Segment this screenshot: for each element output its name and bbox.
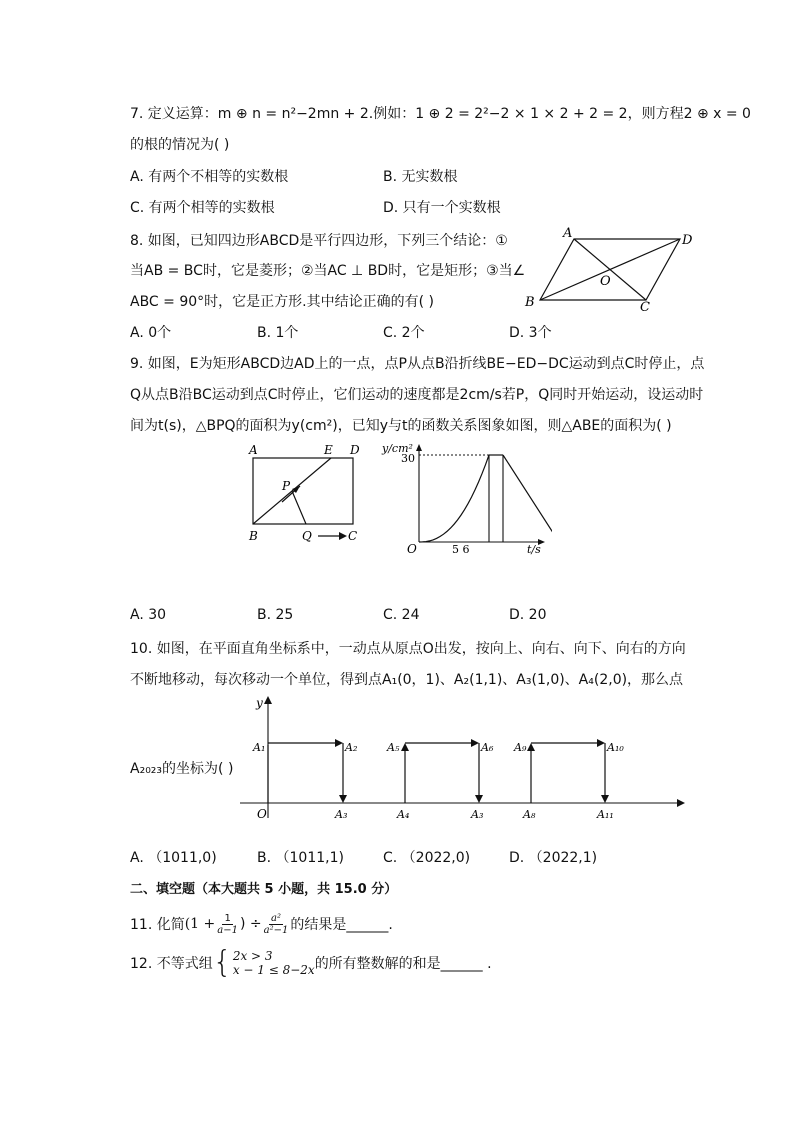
- q10-label-a11: A₁₁: [597, 808, 614, 821]
- q8-option-b: B. 1个: [257, 325, 299, 341]
- q11-num2: a²: [271, 912, 281, 924]
- section2-title: 二、填空题（本大题共 5 小题，共 15.0 分）: [130, 882, 398, 897]
- q11-expr-a: (1 +: [184, 916, 216, 932]
- q9-line1: 9. 如图，E为矩形ABCD边AD上的一点，点P从点B沿折线BE−ED−DC运动到点C时停止，点: [130, 356, 705, 372]
- q11-den2: a²−1: [263, 924, 289, 936]
- q9-graph-ylabel: y/cm²: [382, 442, 413, 455]
- q10-option-c: C. （2022,0): [383, 850, 471, 866]
- q8-label-c: C: [640, 300, 650, 314]
- q12-brace: {: [212, 945, 232, 980]
- q12-ineq2: x − 1 ≤ 8−2x: [232, 963, 315, 977]
- q9-graph-ytick: 30: [401, 452, 415, 465]
- q8-label-o: O: [600, 274, 611, 289]
- q9-function-graph: [377, 438, 552, 563]
- q9-label-d: D: [350, 443, 360, 457]
- q11-den1: a−1: [217, 924, 238, 936]
- q11-line: [130, 907, 393, 941]
- q9-graph-xlabel: t/s: [527, 543, 541, 556]
- q9-label-b: B: [249, 529, 258, 543]
- q10-line3: A₂₀₂₃的坐标为( ): [130, 761, 234, 777]
- q8-label-b: B: [525, 295, 535, 310]
- q10-option-d: D. （2022,1): [509, 850, 598, 866]
- q7-option-b: B. 无实数根: [383, 169, 458, 185]
- q9-label-a: A: [249, 443, 258, 457]
- q8-parallelogram-figure: [520, 226, 700, 314]
- q9-option-a: A. 30: [130, 607, 167, 623]
- q12-line: [130, 945, 492, 981]
- q8-line2: 当AB = BC时，它是菱形；②当AC ⊥ BD时，它是矩形；③当∠: [130, 263, 526, 279]
- q10-label-a9: A₉: [514, 741, 527, 754]
- q9-graph-xticks: 5 6: [452, 543, 470, 556]
- q10-path-figure: [238, 693, 693, 828]
- q10-label-a3: A₃: [335, 808, 348, 821]
- q9-line2: Q从点B沿BC运动到点C时停止，它们运动的速度都是2cm/s若P，Q同时开始运动，设运动时: [130, 387, 704, 403]
- q11-num1: 1: [224, 912, 231, 924]
- q7-line1: 7. 定义运算：m ⊕ n = n²−2mn + 2.例如：1 ⊕ 2 = 2²−2 × 1 × 2 + 2 = 2，则方程2 ⊕ x = 0: [130, 106, 751, 122]
- q12-ineq1: 2x > 3: [232, 949, 273, 963]
- q10-label-a7: A₃: [471, 808, 484, 821]
- q9-option-c: C. 24: [383, 607, 420, 623]
- q9-label-e: E: [324, 443, 333, 457]
- q8-line1: 8. 如图，已知四边形ABCD是平行四边形，下列三个结论：①: [130, 233, 508, 249]
- q7-option-c: C. 有两个相等的实数根: [130, 200, 275, 216]
- q10-label-a6: A₆: [481, 741, 494, 754]
- q9-graph-curve: [419, 455, 489, 542]
- q10-option-b: B. （1011,1): [257, 850, 344, 866]
- q7-option-a: A. 有两个不相等的实数根: [130, 169, 289, 185]
- q9-label-c: C: [348, 529, 358, 543]
- q9-option-b: B. 25: [257, 607, 294, 623]
- q7-line2: 的根的情况为( ): [130, 137, 230, 153]
- q10-y-axis-label: y: [256, 696, 263, 710]
- q11-suffix: 的结果是______.: [290, 917, 393, 933]
- q8-label-a: A: [563, 226, 573, 241]
- q8-option-a: A. 0个: [130, 325, 172, 341]
- q10-line1: 10. 如图，在平面直角坐标系中，一动点从原点O出发，按向上、向右、向下、向右的方向: [130, 641, 686, 657]
- q12-prefix: 12. 不等式组: [130, 956, 213, 972]
- q8-line3: ABC = 90°时，它是正方形.其中结论正确的有( ): [130, 294, 434, 310]
- q9-rectangle-figure: [244, 440, 364, 550]
- q8-option-d: D. 3个: [509, 325, 552, 341]
- q12-system: [233, 949, 315, 977]
- q12-suffix: 的所有整数解的和是______ .: [314, 956, 492, 972]
- q9-label-p: P: [282, 479, 291, 493]
- q9-graph-origin: O: [407, 542, 417, 556]
- q10-label-a10: A₁₀: [607, 741, 624, 754]
- q9-line3: 间为t(s)，△BPQ的面积为y(cm²)，已知y与t的函数关系图象如图，则△ABE的面积为( ): [130, 418, 672, 434]
- q9-graph-descent: [503, 455, 552, 542]
- q9-label-q: Q: [302, 529, 312, 543]
- q8-option-c: C. 2个: [383, 325, 425, 341]
- q10-origin-label: O: [257, 807, 267, 821]
- q11-fraction-1: [217, 913, 238, 936]
- q8-label-d: D: [682, 233, 693, 248]
- q10-label-a2: A₂: [345, 741, 358, 754]
- q10-label-a1: A₁: [253, 741, 266, 754]
- q10-line2: 不断地移动，每次移动一个单位，得到点A₁(0，1)、A₂(1,1)、A₃(1,0)、A₄(2,0)，那么点: [130, 672, 684, 688]
- q9-option-d: D. 20: [509, 607, 547, 623]
- q11-expr-b: ) ÷: [239, 916, 262, 932]
- q7-option-d: D. 只有一个实数根: [383, 200, 501, 216]
- q11-fraction-2: [264, 913, 289, 936]
- q10-label-a5: A₅: [387, 741, 400, 754]
- q10-label-a4: A₄: [397, 808, 410, 821]
- q11-prefix: 11. 化简: [130, 917, 185, 933]
- q10-label-a8: A₈: [523, 808, 536, 821]
- q10-option-a: A. （1011,0): [130, 850, 217, 866]
